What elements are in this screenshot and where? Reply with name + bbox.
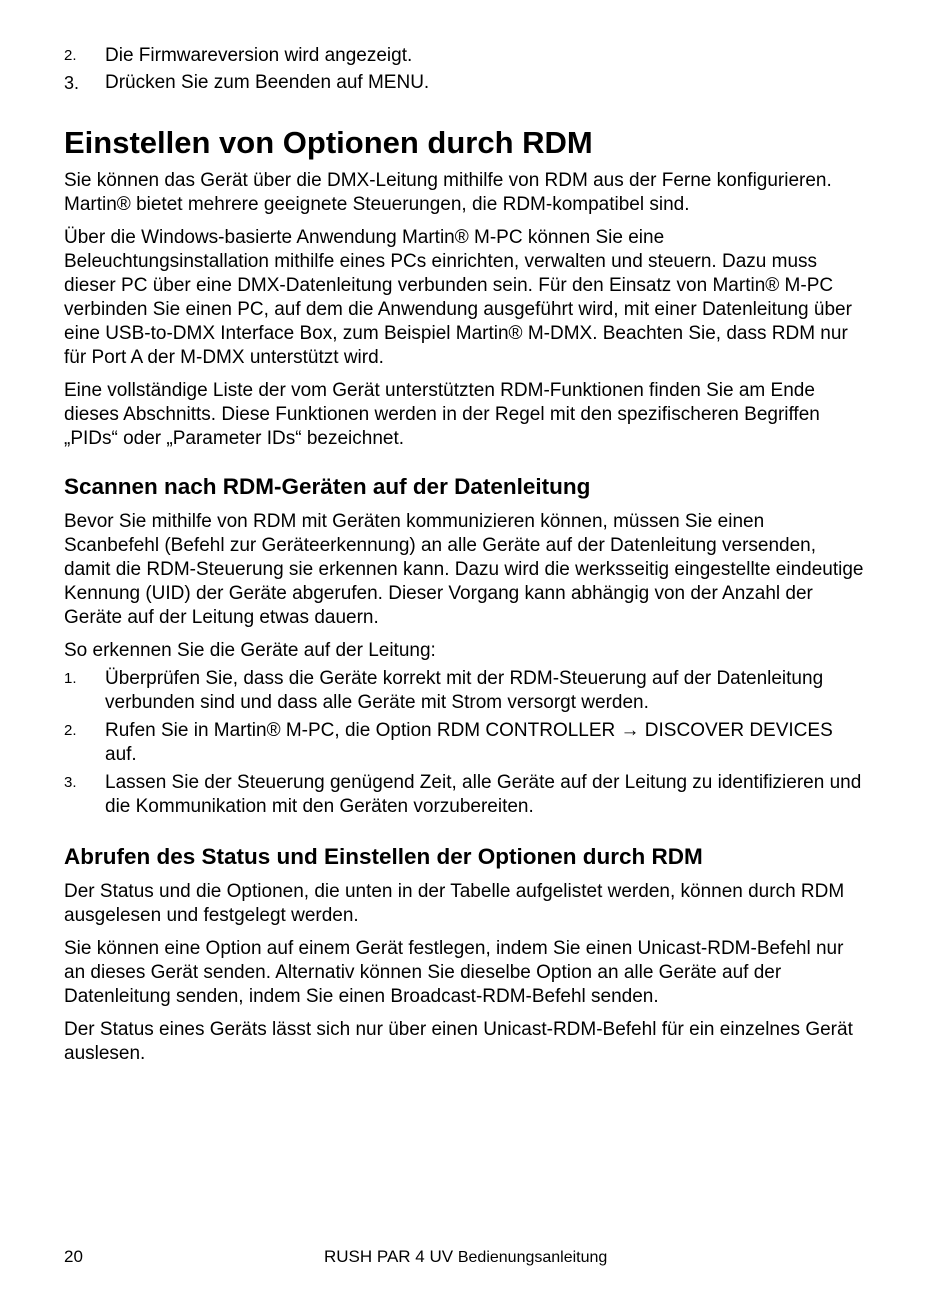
product-name: RUSH PAR 4 UV xyxy=(324,1247,454,1266)
footer-title xyxy=(324,1246,607,1269)
step-text: Überprüfen Sie, dass die Geräte korrekt mit der RDM-Steuerung auf der Datenleitung verbunden sind und dass alle Geräte mit Strom versorgt werden. xyxy=(105,668,824,713)
step-text: Rufen Sie in Martin® M-PC, die Option RDM CONTROLLER → DISCOVER DEVICES auf. xyxy=(105,720,833,765)
document-type: Bedienungsanleitung xyxy=(457,1249,608,1266)
paragraph: Bevor Sie mithilfe von RDM mit Geräten kommunizieren können, müssen Sie einen Scanbefehl (Befehl zur Geräteerkennung) an alle Geräte auf der Datenleitung versenden, damit die RDM-Steuerung sie erkennen kann. Dazu wird die werksseitig eingestellte eindeutige Kennung (UID) der Geräte abgerufen. Dieser Vorgang kann abhängig von der Anzahl der Geräte auf der Leitung etwas dauern. xyxy=(64,511,864,628)
page-number: 20 xyxy=(64,1247,83,1266)
list-intro: So erkennen Sie die Geräte auf der Leitung: xyxy=(64,640,436,661)
step-number: 3. xyxy=(64,73,80,93)
paragraph: Sie können eine Option auf einem Gerät festlegen, indem Sie einen Unicast-RDM-Befehl nur an dieses Gerät senden. Alternativ können Sie dieselbe Option an alle Geräte auf der Datenleitung senden, indem Sie einen Broadcast-RDM-Befehl senden. xyxy=(64,938,844,1007)
discovery-steps-list xyxy=(64,667,864,819)
list-item xyxy=(64,44,864,68)
paragraph: Der Status und die Optionen, die unten in der Tabelle aufgelistet werden, können durch RDM ausgelesen und festgelegt werden. xyxy=(64,881,845,926)
step-number: 2. xyxy=(64,47,77,64)
subsection-heading-status: Abrufen des Status und Einstellen der Optionen durch RDM xyxy=(64,844,703,869)
paragraph: Eine vollständige Liste der vom Gerät unterstützten RDM-Funktionen finden Sie am Ende dieses Abschnitts. Diese Funktionen werden in der Regel mit den spezifischeren Begriffen „PIDs“ oder „Parameter IDs“ bezeichnet. xyxy=(64,380,820,449)
list-item xyxy=(64,667,864,715)
step-text: Lassen Sie der Steuerung genügend Zeit, alle Geräte auf der Leitung zu identifizieren und die Kommunikation mit den Geräten vorzubereiten. xyxy=(105,772,862,817)
paragraph: Sie können das Gerät über die DMX-Leitung mithilfe von RDM aus der Ferne konfigurieren. Martin® bietet mehrere geeignete Steuerungen, die RDM-kompatibel sind. xyxy=(64,170,832,215)
step-number: 3. xyxy=(64,774,77,791)
step-text: Drücken Sie zum Beenden auf MENU. xyxy=(105,72,430,93)
subsection-heading-scan: Scannen nach RDM-Geräten auf der Datenleitung xyxy=(64,474,591,499)
list-item xyxy=(64,719,864,767)
list-item xyxy=(64,771,864,819)
step-number: 1. xyxy=(64,670,77,687)
page-footer xyxy=(64,1246,864,1270)
document-page xyxy=(64,44,864,1075)
step-number: 2. xyxy=(64,722,77,739)
step-text: Die Firmwareversion wird angezeigt. xyxy=(105,45,413,66)
list-item xyxy=(64,71,864,95)
firmware-steps-list xyxy=(64,44,864,95)
paragraph: Über die Windows-basierte Anwendung Martin® M-PC können Sie eine Beleuchtungsinstallation mithilfe eines PCs einrichten, verwalten und steuern. Dazu muss dieser PC über eine DMX-Datenleitung verbunden sein. Für den Einsatz von Martin® M-PC verbinden Sie einen PC, auf dem die Anwendung ausgeführt wird, mit einer Datenleitung über eine USB-to-DMX Interface Box, zum Beispiel Martin® M-DMX. Beachten Sie, dass RDM nur für Port A der M-DMX unterstützt wird. xyxy=(64,227,852,368)
section-heading-rdm-options: Einstellen von Optionen durch RDM xyxy=(64,125,593,160)
paragraph: Der Status eines Geräts lässt sich nur über einen Unicast-RDM-Befehl für ein einzelnes Gerät auslesen. xyxy=(64,1019,853,1064)
